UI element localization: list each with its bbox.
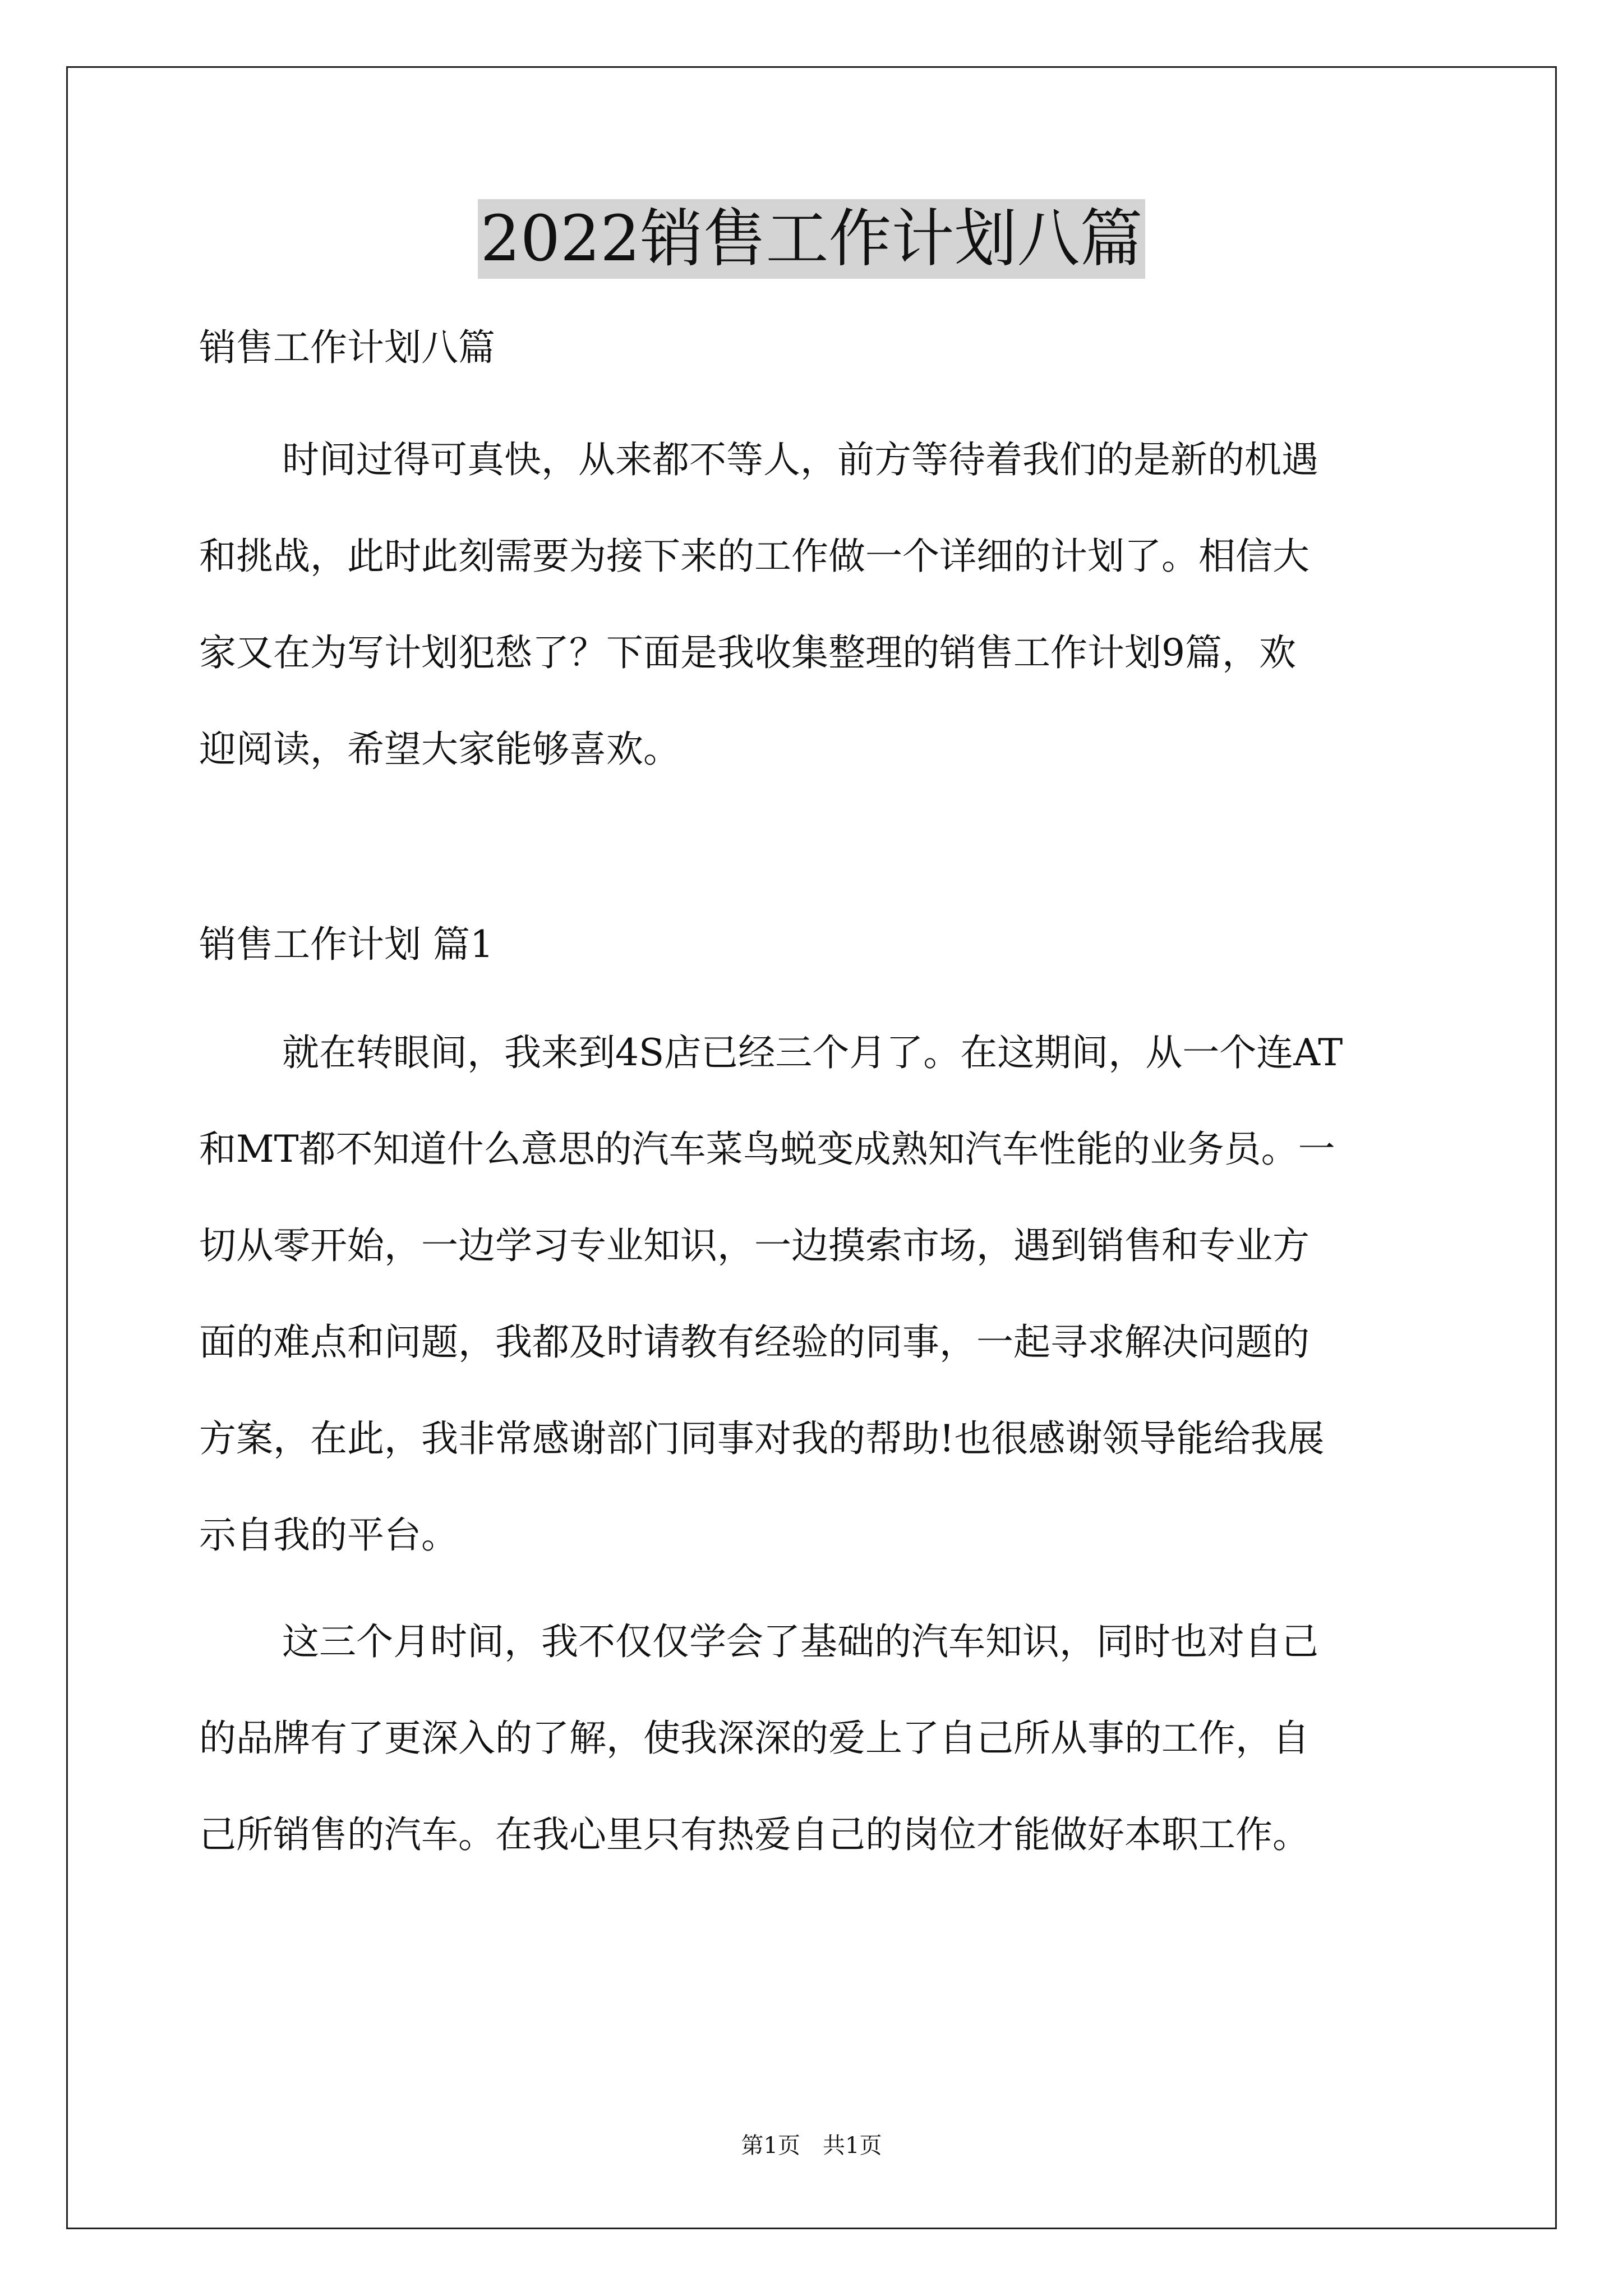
paragraph-line: 切从零开始，一边学习专业知识，一边摸索市场，遇到销售和专业方 <box>199 1224 1310 1267</box>
intro-line: 迎阅读，希望大家能够喜欢。 <box>199 728 680 771</box>
page-number-text: 第1页 共1页 <box>741 2133 882 2159</box>
paragraph-line: 就在转眼间，我来到4S店已经三个月了。在这期间，从一个连AT <box>282 1031 1343 1074</box>
title-container <box>0 199 1623 279</box>
paragraph-line: 和MT都不知道什么意思的汽车菜鸟蜕变成熟知汽车性能的业务员。一 <box>199 1128 1335 1171</box>
paragraph-line: 的品牌有了更深入的了解，使我深深的爱上了自己所从事的工作，自 <box>199 1717 1310 1760</box>
paragraph-line: 方案，在此，我非常感谢部门同事对我的帮助!也很感谢领导能给我展 <box>199 1417 1325 1460</box>
intro-line: 时间过得可真快，从来都不等人，前方等待着我们的是新的机遇 <box>282 438 1318 481</box>
intro-line: 和挑战，此时此刻需要为接下来的工作做一个详细的计划了。相信大 <box>199 535 1310 578</box>
document-title: 2022销售工作计划八篇 <box>478 199 1145 279</box>
paragraph-line: 面的难点和问题，我都及时请教有经验的同事，一起寻求解决问题的 <box>199 1320 1310 1364</box>
paragraph-line: 这三个月时间，我不仅仅学会了基础的汽车知识，同时也对自己 <box>282 1620 1318 1663</box>
page-footer <box>0 2131 1623 2160</box>
paragraph-line: 示自我的平台。 <box>199 1513 458 1557</box>
document-heading: 销售工作计划八篇 <box>199 326 495 369</box>
paragraph-line: 己所销售的汽车。在我心里只有热爱自己的岗位才能做好本职工作。 <box>199 1813 1310 1856</box>
intro-line: 家又在为写计划犯愁了？下面是我收集整理的销售工作计划9篇，欢 <box>199 631 1296 674</box>
section-heading: 销售工作计划 篇1 <box>199 923 494 966</box>
